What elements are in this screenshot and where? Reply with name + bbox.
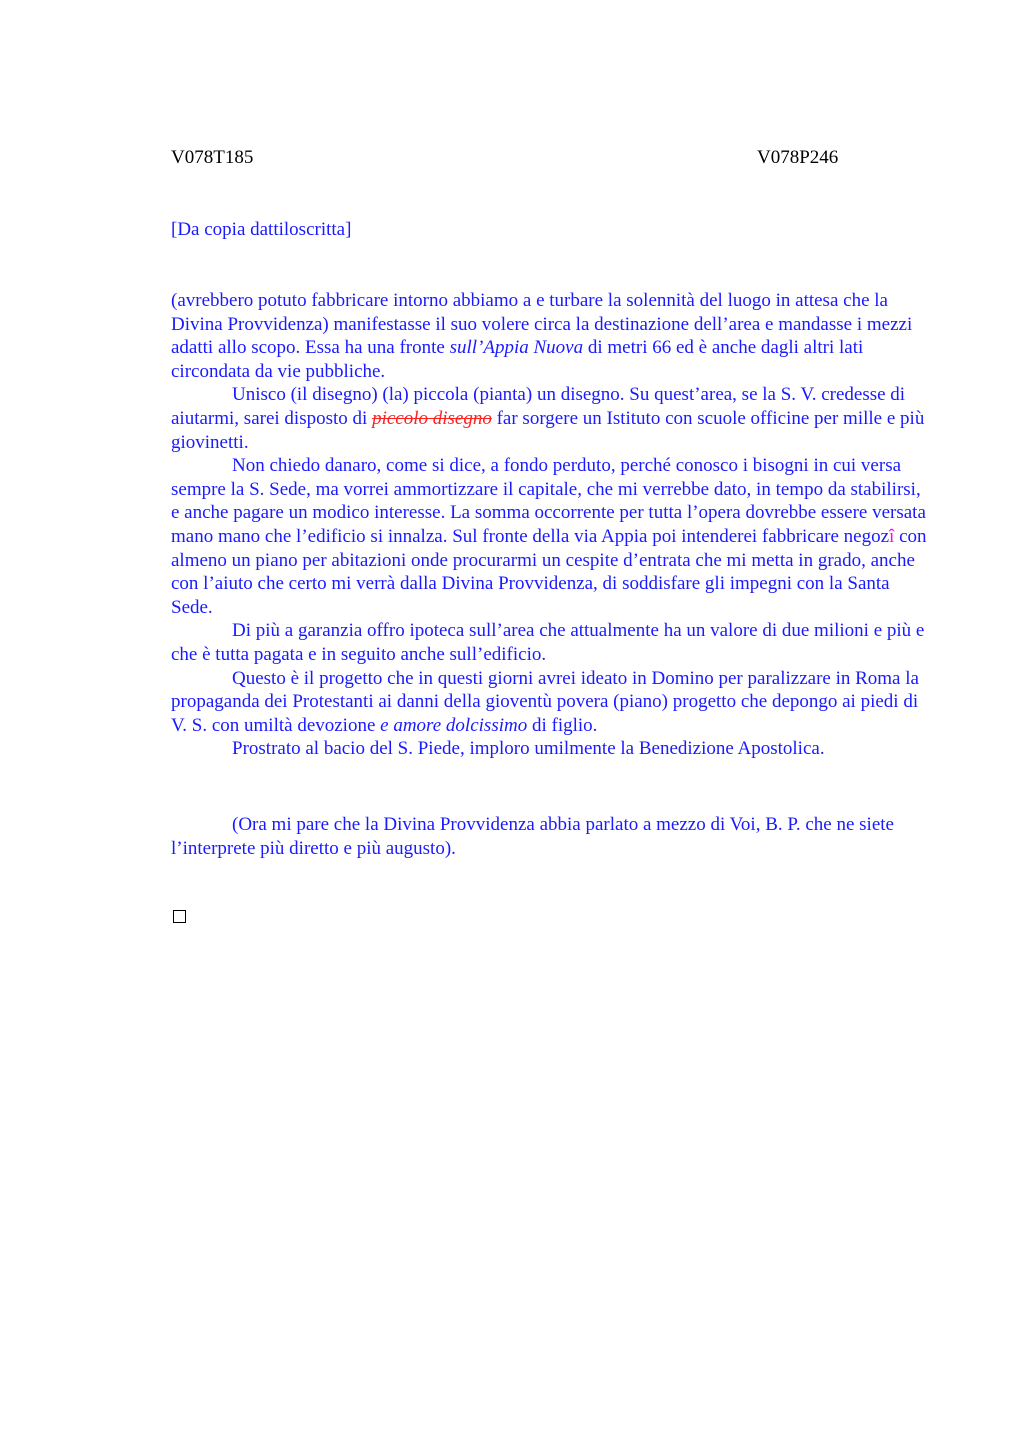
paragraph-4: Di più a garanzia offro ipoteca sull’area che attualmente ha un valore di due milioni e più e che è tutta pagata e in seguito anche sull’edificio. — [171, 620, 925, 665]
paragraph-1-text-a: (avrebbero potuto fabbricare intorno abbiamo a e turbare la solennità del luogo in attesa che la Divina Provvidenza) manifestasse il suo volere circa la destinazione dell’area e mandasse i mezzi adatti allo scopo. Essa ha una fronte — [171, 290, 913, 359]
document-code-left: V078T185 — [171, 147, 254, 168]
document-code-right: V078P246 — [757, 147, 839, 168]
paragraph-3-accent-mark: î — [889, 525, 895, 547]
paragraph-2-text-b: far sorgere un Istituto con scuole officine per mille e più giovinetti. — [171, 407, 925, 453]
paragraph-3 — [171, 454, 929, 619]
paragraph-3-text-a: Non chiedo danaro, come si dice, a fondo perduto, perché conosco i bisogni in cui versa sempre la S. Sede, ma vorrei ammortizzare il capitale, che mi verrebbe dato, in tempo da stabilirsi, e anche pagare un modico interesse. La somma occorrente per tutta l’opera dovrebbe essere versata mano mano che l’edificio si innalza. Sul fronte della via Appia poi intenderei fabbricare negoz — [171, 455, 926, 547]
paragraph-2-text-a: Unisco (il disegno) (la) piccola (pianta) un disegno. Su quest’area, se la S. V. credesse di aiutarmi, sarei disposto di — [171, 384, 906, 429]
closing-paragraph: (Ora mi pare che la Divina Provvidenza abbia parlato a mezzo di Voi, B. P. che ne siete l’interprete più diretto e più augusto). — [171, 814, 894, 859]
paragraph-2 — [171, 383, 929, 454]
paragraph-5-text-b: di figlio. — [527, 714, 598, 736]
paragraph-1-italic: sull’Appia Nuova — [449, 337, 584, 359]
paragraph-2-deleted-text: piccolo disegno — [372, 407, 492, 429]
paragraph-1 — [171, 289, 929, 383]
document-header — [171, 146, 929, 170]
closing-note — [171, 813, 929, 860]
source-note: [Da copia dattiloscritta] — [171, 219, 352, 240]
paragraph-3-text-b: con almeno un piano per abitazioni onde procurarmi un cespite d’entrata che mi metta in grado, anche con l’aiuto che certo mi verrà dalla Divina Provvidenza, di soddisfare gli impegni con la Santa Sede. — [171, 525, 927, 618]
document-page — [171, 0, 929, 1450]
square-outline-icon — [173, 910, 186, 923]
paragraph-5 — [171, 667, 929, 738]
paragraph-1-text-b: di metri 66 ed è anche dagli altri lati circondata da vie pubbliche. — [171, 337, 864, 382]
paragraph-5-italic: e amore dolcissimo — [380, 714, 528, 736]
paragraph-5-text-a: Questo è il progetto che in questi giorni avrei ideato in Domino per paralizzare in Roma la propaganda dei Protestanti ai danni della gioventù povera (piano) progetto che depongo ai piedi di V. S. con umiltà devozione — [171, 667, 919, 736]
letter-body — [171, 289, 929, 761]
paragraph-6: Prostrato al bacio del S. Piede, imploro umilmente la Benedizione Apostolica. — [232, 738, 825, 760]
